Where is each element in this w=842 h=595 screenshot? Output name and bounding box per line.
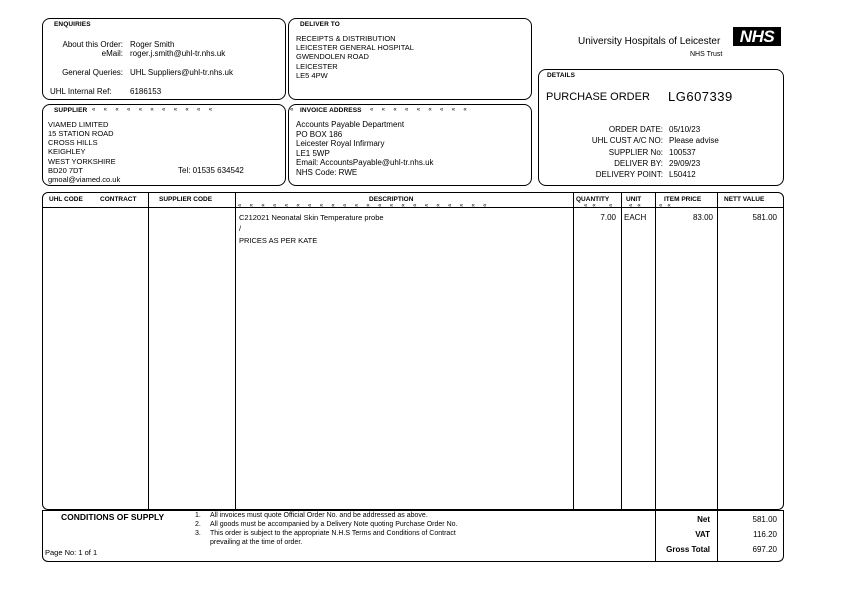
col-divider [148,192,149,510]
delivery-point-value: L50412 [669,170,696,179]
order-date-label: ORDER DATE: [608,125,663,134]
deliver-to-line: LE5 4PW [296,71,328,80]
row-unit: EACH [624,213,647,222]
supplier-line: KEIGHLEY [48,147,86,156]
order-date-value: 05/10/23 [669,125,701,134]
vat-value: 116.20 [753,530,777,539]
supplier-line: CROSS HILLS [48,138,98,147]
details-title: DETAILS [544,72,578,80]
col-divider [621,192,622,510]
general-queries-label: General Queries: [62,68,123,77]
conditions-title: CONDITIONS OF SUPPLY [61,512,165,522]
header-chevrons: « « « « « « « « « « « « « « « « « « « « « « [238,203,487,209]
nhs-logo: NHS [733,27,781,46]
supplier-line: BD20 7DT [48,166,84,175]
supplier-line: WEST YORKSHIRE [48,157,116,166]
condition-num: 1. [195,512,201,519]
vat-label: VAT [695,530,710,539]
supplier-no-label: SUPPLIER No: [608,148,663,157]
condition-num: 3. [195,530,201,537]
invoice-line: LE1 5WP [296,149,330,158]
row-nett-value: 581.00 [752,213,777,222]
net-value: 581.00 [752,515,777,524]
deliver-to-line: RECEIPTS & DISTRIBUTION [296,34,396,43]
col-divider [573,192,574,510]
email-label: eMail: [101,49,123,58]
delivery-point-label: DELIVERY POINT: [595,170,663,179]
net-label: Net [697,515,710,524]
col-header-item-price: ITEM PRICE [664,196,702,203]
page-number: Page No: 1 of 1 [45,548,98,557]
row-description: C212021 Neonatal Skin Temperature probe [239,213,384,222]
totals-divider [717,510,718,562]
org-name: University Hospitals of Leicester [578,36,721,47]
invoice-line: PO BOX 186 [296,130,343,139]
supplier-chevrons: « « « « « « « « « « « [92,107,213,113]
gross-total-label: Gross Total [666,545,710,554]
col-header-unit: UNIT [626,196,642,203]
supplier-line: 15 STATION ROAD [48,129,114,138]
condition-text: prevailing at the time of order. [210,539,303,546]
general-queries-value: UHL Suppliers@uhl-tr.nhs.uk [130,68,233,77]
internal-ref-value: 6186153 [130,87,162,96]
col-header-contract: CONTRACT [100,196,137,203]
po-label: PURCHASE ORDER [546,91,650,103]
col-header-supplier-code: SUPPLIER CODE [159,196,213,203]
row-item-price: 83.00 [692,213,713,222]
invoice-line: Leicester Royal Infirmary [296,139,385,148]
col-divider [717,192,718,510]
invoice-line: NHS Code: RWE [296,168,358,177]
gross-total-value: 697.20 [752,545,777,554]
row-description-line-3: PRICES AS PER KATE [239,236,318,245]
deliver-to-line: LEICESTER [296,62,338,71]
col-header-quantity: QUANTITY [576,196,610,203]
deliver-by-value: 29/09/23 [669,159,701,168]
enquiries-title: ENQUIRIES [51,21,94,29]
row-description-line-2: / [239,224,242,233]
condition-text: All invoices must quote Official Order No. and be addressed as above. [210,512,428,519]
col-divider [235,192,236,510]
invoice-chevrons-left: « [290,107,294,113]
about-order-name: Roger Smith [130,40,175,49]
invoice-chevrons: « « « « « « « « « [370,107,467,113]
supplier-tel: Tel: 01535 634542 [178,166,244,175]
deliver-to-title: DELIVER TO [297,21,343,29]
col-header-uhl-code: UHL CODE [49,196,83,203]
deliver-to-line: LEICESTER GENERAL HOSPITAL [296,43,414,52]
row-quantity: 7.00 [600,213,616,222]
supplier-email: gmoal@viamed.co.uk [48,175,121,184]
col-header-nett-value: NETT VALUE [724,196,765,203]
invoice-line: Email: AccountsPayable@uhl-tr.nhs.uk [296,158,434,167]
supplier-no-value: 100537 [669,148,696,157]
invoice-address-title: INVOICE ADDRESS [297,107,365,115]
conditions-rule [42,510,784,511]
org-sub: NHS Trust [690,51,723,58]
col-header-description: DESCRIPTION [369,196,414,203]
deliver-to-line: GWENDOLEN ROAD [296,52,369,61]
supplier-title: SUPPLIER [51,107,90,115]
po-number: LG607339 [668,89,733,104]
col-divider [655,192,656,510]
condition-text: This order is subject to the appropriate N.H.S Terms and Conditions of Contract [210,530,456,537]
items-table [42,192,784,510]
deliver-by-label: DELIVER BY: [614,159,663,168]
email-value: roger.j.smith@uhl-tr.nhs.uk [130,49,226,58]
header-chevrons-right: « « « « « « « [584,203,671,209]
internal-ref-label: UHL Internal Ref: [50,87,112,96]
invoice-line: Accounts Payable Department [296,120,405,129]
condition-text: All goods must be accompanied by a Delivery Note quoting Purchase Order No. [210,521,458,528]
supplier-line: VIAMED LIMITED [48,120,109,129]
cust-ac-value: Please advise [669,136,719,145]
about-order-label: About this Order: [62,40,123,49]
condition-num: 2. [195,521,201,528]
cust-ac-label: UHL CUST A/C NO: [591,136,663,145]
